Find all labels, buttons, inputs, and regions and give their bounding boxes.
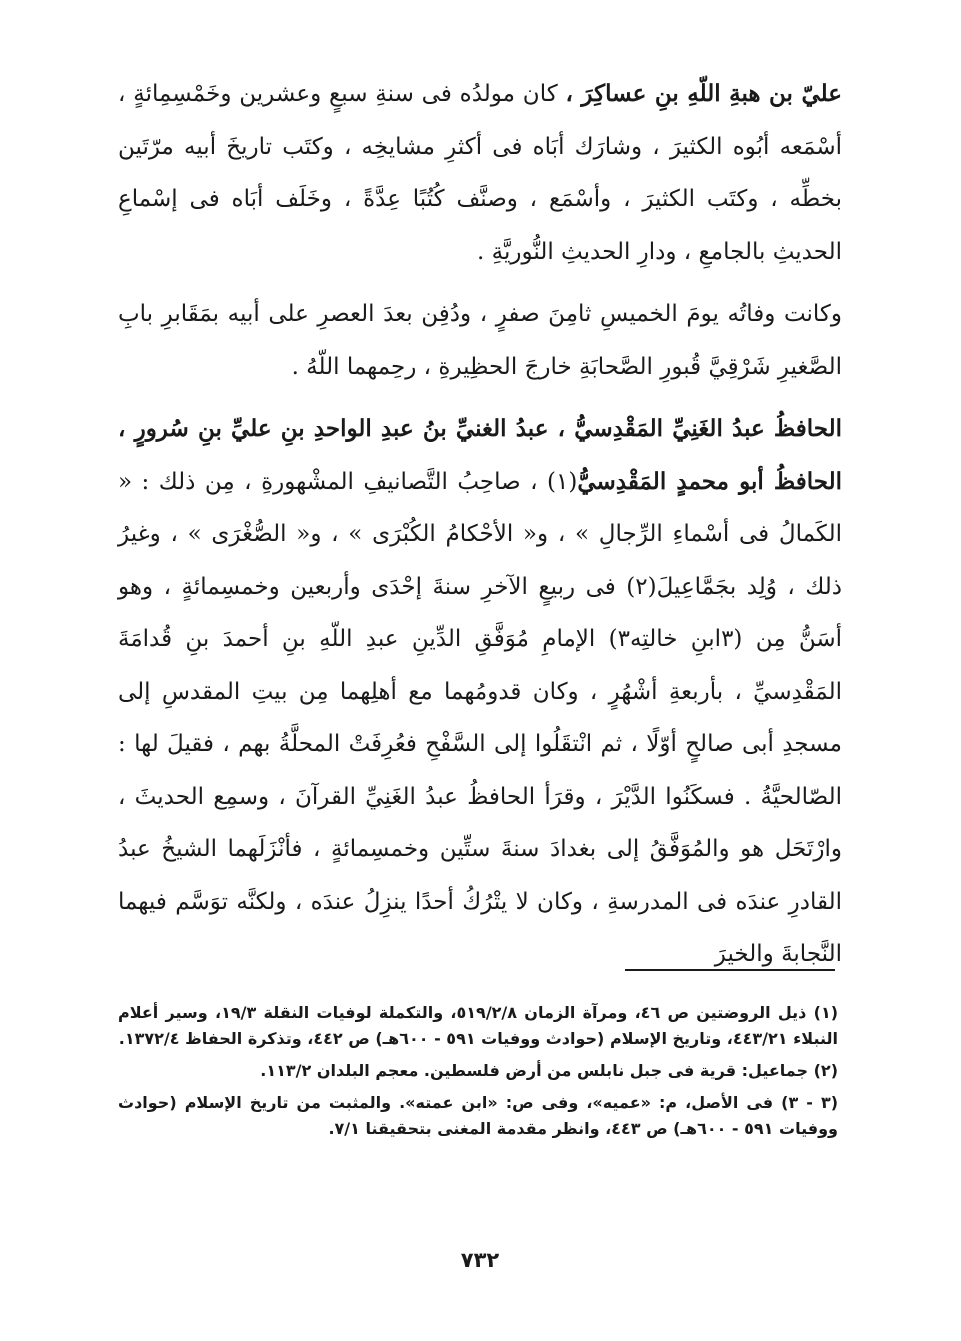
paragraph-2: [118, 288, 842, 393]
footnote-3: (٣ - ٣) فى الأصل، م: «عميه»، وفى ص: «ابن عمته». والمثبت من تاريخ الإسلام (حوادث ووفيات ٥٩١ - ٦٠٠هـ) ص ٤٤٣، وانظر مقدمة المغنى بتحقيقنا ٧/١.: [118, 1093, 839, 1138]
page-number: ٧٣٢: [460, 1248, 500, 1272]
footnote-2: (٢) جماعيل: قرية فى جبل نابلس من أرض فلسطين. معجم البلدان ١١٣/٢.: [260, 1061, 838, 1080]
biography-heading: عليّ بن هبةِ اللّهِ بنِ عساكِرَ ،: [565, 80, 842, 107]
paragraph-text: وكانت وفاتُه يومَ الخميسِ ثامِنَ صفرٍ ، ودُفِن بعدَ العصرِ على أبيه بمَقَابرِ بابِ الصَّغيرِ شَرْقِيَّ قُبورِ الصَّحابَةِ خارجَ الحظِيرةِ ، رحِمهما اللّهُ .: [118, 301, 842, 380]
footnote-1: (١) ذيل الروضتين ص ٤٦، ومرآة الزمان ٥١٩/٢/٨، والتكملة لوفيات النقلة ١٩/٣، وسير أعلام النبلاء ٤٤٣/٢١، وتاريخ الإسلام (حوادث ووفيات ٥٩١ - ٦٠٠هـ) ص ٤٤٢، وتذكرة الحفاظ ١٣٧٢/٤.: [118, 1003, 839, 1048]
paragraph-1: [118, 68, 842, 278]
paragraph-text: كان مولدُه فى سنةِ سبعٍ وعشرين وخَمْسِمِائةٍ ، أسْمَعه أبُوه الكثيرَ ، وشارَك أبَاه فى أكثرِ مشايخِه ، وكتَب تاريخَ أبيه مرّتَين بخطِّه ، وكتَب الكثيرَ ، وأسْمَع ، وصنَّف كُتُبًا عِدَّةً ، وخَلَف أبَاه فى إسْماعِ الحديثِ بالجامعِ ، ودارِ الحديثِ النُّوريَّةِ .: [118, 81, 842, 265]
footnote-separator: [625, 969, 835, 971]
footnotes: [118, 1000, 838, 1148]
biography-heading: الحافظُ عبدُ الغَنِيِّ المَقْدِسيُّ ، عبدُ الغنيِّ بنُ عبدِ الواحدِ بنِ عليِّ بنِ سُرورٍ ، الحافظُ أبو محمدٍ المَقْدِسيُّ: [118, 415, 843, 495]
paragraph-3: [118, 403, 842, 981]
paragraph-text: (١) ، صاحِبُ التَّصانيفِ المشْهورةِ ، مِن ذلك : « الكَمالُ فى أسْماءِ الرِّجالِ » ، و« الأحْكامُ الكُبْرَى » ، و« الصُّغْرَى » ، وغيرُ ذلك ، وُلِد بجَمَّاعِيلَ(٢) فى ربيعٍ الآخرِ سنةَ إحْدَى وأربعين وخمسِمائةٍ ، وهو أسَنُّ مِن (٣ابنِ خالتِه٣) الإمامِ مُوَفَّقِ الدِّينِ عبدِ اللّهِ بنِ أحمدَ بنِ قُدامَةَ المَقْدِسيِّ ، بأربعةِ أشْهُرٍ ، وكان قدومُهما مع أهلِهما مِن بيتِ المقدسِ إلى مسجدِ أبى صالحٍ أوّلًا ، ثم انْتقَلُوا إلى السَّفْحِ فعُرِفَتْ المحلَّةُ بهم ، فقيلَ لها : الصّالحيَّةُ . فسكَنُوا الدَّيْرَ ، وقرَأ الحافظُ عبدُ الغَنِيِّ القرآنَ ، وسمِع الحديثَ ، وارْتَحَل هو والمُوَفَّقُ إلى بغدادَ سنةَ ستِّين وخمسِمائةٍ ، فأنْزَلَهما الشيخُ عبدُ القادرِ عندَه فى المدرسةِ ، وكان لا يتْرُكُ أحدًا ينزِلُ عندَه ، ولكنَّه توَسَّم فيهما النَّجابةَ والخيرَ: [118, 468, 843, 967]
main-text: [118, 68, 842, 991]
